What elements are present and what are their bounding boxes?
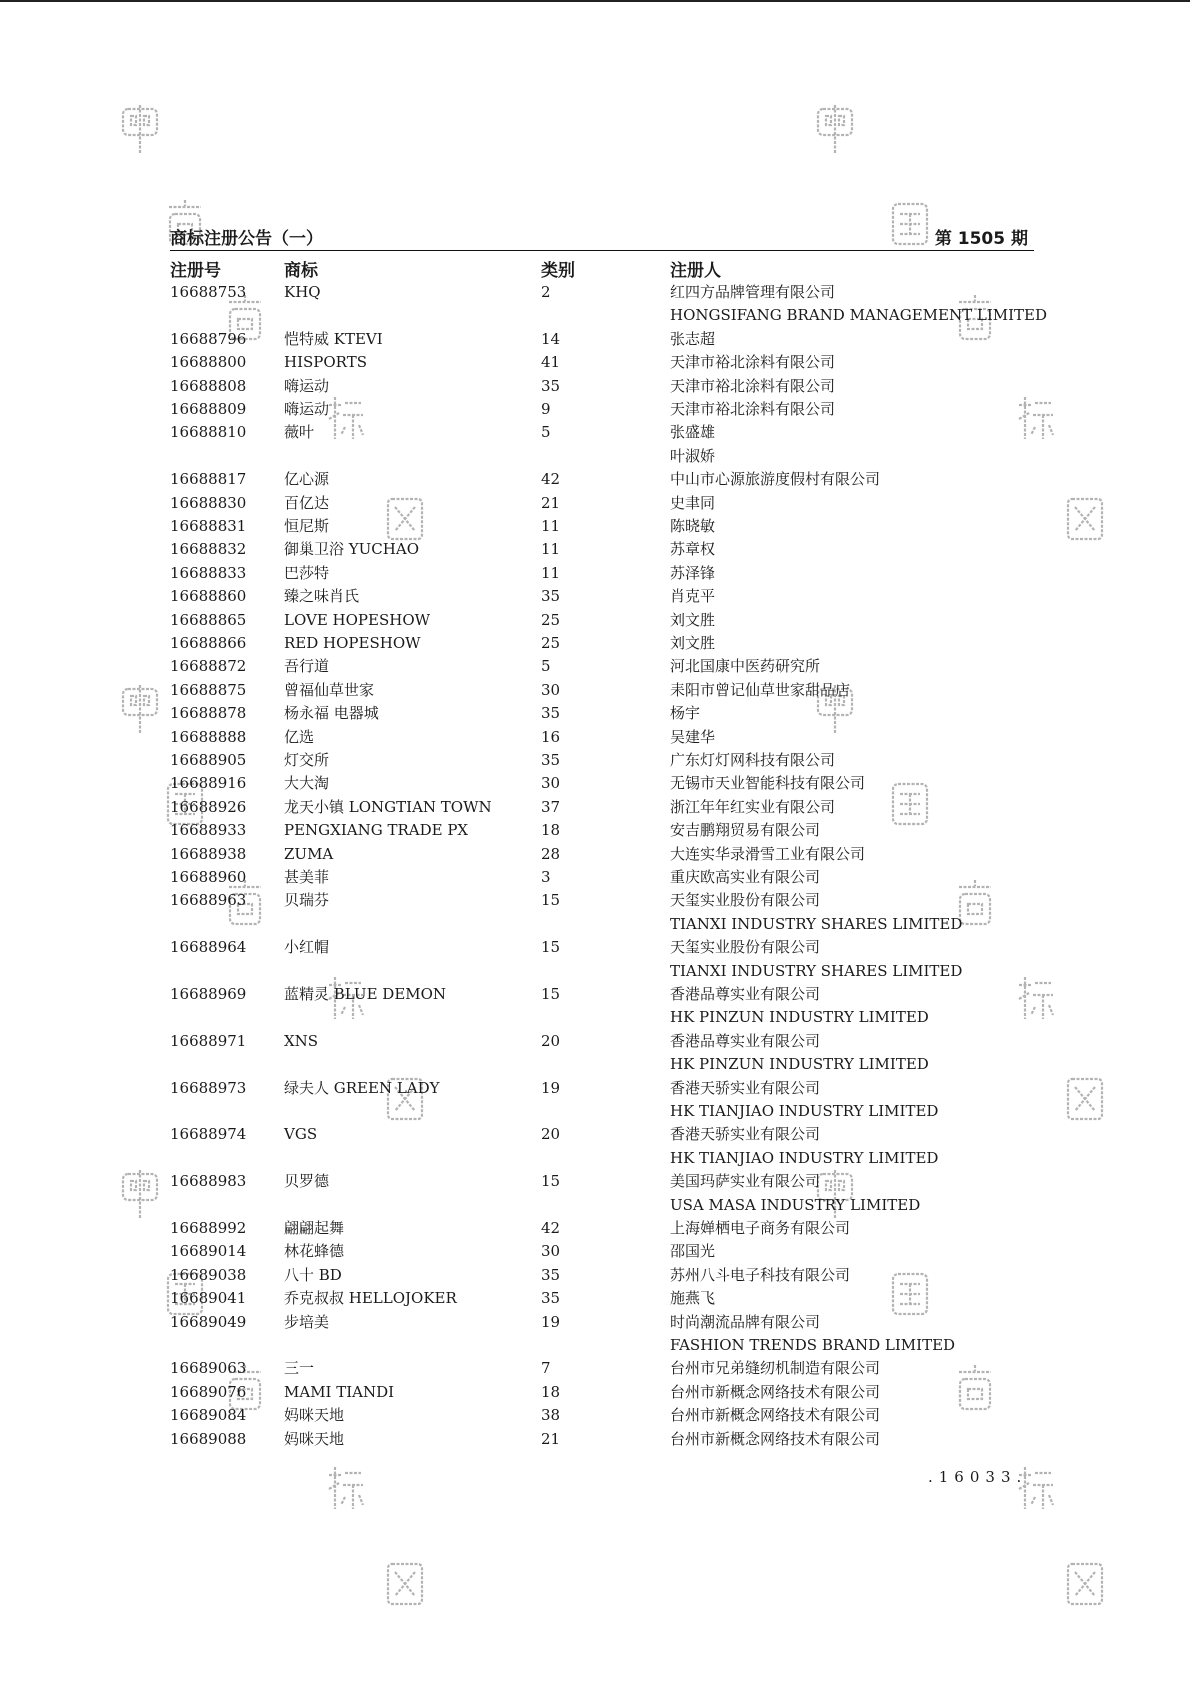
registrant-name: HK TIANJIAO INDUSTRY LIMITED [670,1101,939,1120]
trademark-name: 妈咪天地 [284,1406,345,1425]
registration-number: 16688809 [170,400,247,418]
registrant-name: 安吉鹏翔贸易有限公司 [670,821,821,840]
column-header-number: 注册号 [170,261,221,281]
class-number: 35 [541,1289,561,1308]
registration-number: 16688878 [170,704,247,723]
trademark-name: 百亿达 [284,493,330,512]
registration-number: 16688753 [170,283,247,301]
table-row [170,609,1030,632]
trademark-name: 巴莎特 [284,563,330,582]
watermark-stamp-icon [815,105,855,153]
table-row [170,843,1030,866]
trademark-name: 贝罗德 [284,1172,330,1191]
registration-number: 16688800 [170,353,247,372]
registrant-name: 施燕飞 [670,1289,716,1308]
registration-number: 16688860 [170,587,247,606]
registration-number: 16688808 [170,376,247,395]
registration-number: 16688888 [170,727,247,746]
class-number: 18 [541,1382,561,1401]
trademark-name: 绿夫人 GREEN LADY [284,1078,440,1097]
registrant-name: 时尚潮流品牌有限公司 [670,1312,821,1331]
column-header-class: 类别 [541,261,575,281]
registration-number: 16688833 [170,563,247,582]
registrant-name: 浙江年年红实业有限公司 [670,797,836,816]
class-number: 9 [541,400,551,418]
trademark-name: 大大淘 [284,774,330,793]
trademark-name: XNS [284,1031,319,1050]
registrant-name: 天津市裕北涂料有限公司 [670,376,836,395]
registrant-name: 张志超 [670,329,716,348]
registration-number: 16688796 [170,329,247,348]
registrant-name: TIANXI INDUSTRY SHARES LIMITED [670,961,963,980]
trademark-name: 甚美菲 [284,868,330,886]
trademark-name: PENGXIANG TRADE PX [284,821,469,840]
registration-number: 16688960 [170,868,247,886]
registrant-name: 陈晓敏 [670,517,716,535]
registration-number: 16688810 [170,423,247,442]
trademark-name: 嗨运动 [284,376,330,395]
registration-number: 16689084 [170,1406,247,1425]
watermark-stamp-icon [120,685,160,733]
registrant-name: HK TIANJIAO INDUSTRY LIMITED [670,1148,939,1167]
registration-number: 16689038 [170,1265,247,1284]
class-number: 28 [541,844,561,863]
trademark-name: LOVE HOPESHOW [284,610,431,629]
registrant-name: 红四方品牌管理有限公司 [670,283,836,301]
registrant-name: 台州市新概念网络技术有限公司 [670,1382,881,1401]
registrant-name: 台州市新概念网络技术有限公司 [670,1406,881,1425]
class-number: 3 [541,868,551,886]
class-number: 15 [541,891,561,910]
table-row [170,1170,1030,1217]
registration-number: 16689076 [170,1382,247,1401]
registration-number: 16688817 [170,470,247,489]
table-row [170,351,1030,374]
class-number: 35 [541,1265,561,1284]
table-row [170,1123,1030,1170]
class-number: 15 [541,985,561,1003]
trademark-name: 蓝精灵 BLUE DEMON [284,985,447,1003]
registrant-name: 天玺实业股份有限公司 [670,938,821,957]
table-row [170,983,1030,1030]
class-number: 11 [541,563,561,582]
class-number: 15 [541,938,561,957]
trademark-name: 乔克叔叔 HELLOJOKER [284,1289,457,1308]
table-row [170,889,1030,936]
registrant-name: 耒阳市曾记仙草世家甜品店 [670,680,851,699]
registration-number: 16688983 [170,1172,247,1191]
trademark-name: 嗨运动 [284,400,330,418]
table-row [170,702,1030,725]
table-row [170,1311,1030,1358]
class-number: 2 [541,283,551,301]
page-number: .16033. [928,1468,1028,1486]
registrant-name: 大连实华录滑雪工业有限公司 [670,844,866,863]
registration-number: 16688830 [170,493,247,512]
class-number: 20 [541,1031,561,1050]
registrant-name: 肖克平 [670,587,716,606]
watermark-stamp-icon [120,1170,160,1218]
table-row [170,1357,1030,1380]
trademark-name: MAMI TIANDI [284,1382,395,1401]
table-row [170,1428,1030,1451]
trademark-name: 亿心源 [284,470,330,489]
watermark-stamp-icon [1065,1560,1105,1608]
class-number: 19 [541,1312,561,1331]
class-number: 11 [541,540,561,559]
class-number: 41 [541,353,561,372]
table-row [170,632,1030,655]
registrant-name: 杨宇 [670,704,701,723]
class-number: 19 [541,1078,561,1097]
table-row [170,515,1030,538]
trademark-name: 翩翩起舞 [284,1219,345,1237]
registrant-name: 刘文胜 [670,634,716,652]
registrant-name: TIANXI INDUSTRY SHARES LIMITED [670,914,963,933]
trademark-name: 臻之味肖氏 [284,587,360,606]
table-row [170,1077,1030,1124]
trademark-name: 吾行道 [284,657,330,676]
registration-number: 16688875 [170,680,247,699]
registrant-name: 天玺实业股份有限公司 [670,891,821,910]
trademark-name: 龙天小镇 LONGTIAN TOWN [284,797,492,816]
class-number: 35 [541,376,561,395]
trademark-name: 恒尼斯 [284,517,330,535]
registration-number: 16689049 [170,1312,247,1331]
watermark-stamp-icon [120,105,160,153]
registration-number: 16688969 [170,985,247,1003]
class-number: 7 [541,1359,551,1378]
registration-number: 16688872 [170,657,247,676]
watermark-stamp-icon [325,1465,365,1513]
column-header-registrant: 注册人 [670,261,721,281]
table-row [170,1030,1030,1077]
registrant-name: HK PINZUN INDUSTRY LIMITED [670,1008,929,1027]
trademark-name: 林花蜂德 [284,1242,345,1261]
registrant-name: 重庆欧高实业有限公司 [670,868,821,886]
registration-number: 16689014 [170,1242,247,1261]
table-row [170,749,1030,772]
registrant-name: 天津市裕北涂料有限公司 [670,400,836,418]
registrant-name: HONGSIFANG BRAND MANAGEMENT LIMITED [670,306,1048,325]
trademark-name: VGS [284,1125,318,1144]
trademark-name: 灯交所 [284,751,330,769]
trademark-name: 妈咪天地 [284,1429,345,1448]
table-row [170,585,1030,608]
table-row [170,398,1030,421]
class-number: 42 [541,470,561,489]
class-number: 35 [541,587,561,606]
class-number: 21 [541,1429,561,1448]
registrant-name: 香港天骄实业有限公司 [670,1125,821,1144]
watermark-stamp-icon [385,1560,425,1608]
table-row [170,328,1030,351]
registrant-name: 上海婵栖电子商务有限公司 [670,1219,851,1237]
registrant-name: 叶淑娇 [670,446,716,465]
trademark-name: 八十 BD [284,1265,342,1284]
table-row [170,281,1048,328]
class-number: 30 [541,1242,561,1261]
registrant-name: 香港品尊实业有限公司 [670,1031,821,1050]
registration-number: 16688963 [170,891,247,910]
table-row [170,796,1030,819]
registration-number: 16688938 [170,844,247,863]
class-number: 21 [541,493,561,512]
registrant-name: 河北国康中医药研究所 [670,657,821,676]
registrant-name: 中山市心源旅游度假村有限公司 [670,470,881,489]
registration-number: 16689088 [170,1429,247,1448]
class-number: 35 [541,704,561,723]
registration-number: 16688992 [170,1219,247,1237]
registration-number: 16688971 [170,1031,247,1050]
class-number: 5 [541,423,551,442]
table-row [170,468,1030,491]
table-row [170,375,1030,398]
registration-number: 16688933 [170,821,247,840]
class-number: 42 [541,1219,561,1237]
registration-number: 16688905 [170,751,247,769]
registrant-name: 香港天骄实业有限公司 [670,1078,821,1097]
registrant-name: 苏章权 [670,540,716,559]
table-row [170,1404,1030,1427]
registrant-name: HK PINZUN INDUSTRY LIMITED [670,1055,929,1074]
registrant-name: 广东灯灯网科技有限公司 [670,751,836,769]
class-number: 11 [541,517,561,535]
registration-number: 16689041 [170,1289,247,1308]
trademark-name: 曾福仙草世家 [284,680,375,699]
trademark-name: 御巢卫浴 YUCHAO [284,540,420,559]
watermark-stamp-icon [1065,495,1105,543]
class-number: 37 [541,797,561,816]
registrant-name: 无锡市天业智能科技有限公司 [670,774,866,793]
registrant-name: 美国玛萨实业有限公司 [670,1172,821,1191]
registration-number: 16688865 [170,610,247,629]
registration-number: 16688916 [170,774,247,793]
registrant-name: 香港品尊实业有限公司 [670,985,821,1003]
class-number: 18 [541,821,561,840]
registration-number: 16688973 [170,1078,247,1097]
table-row [170,679,1030,702]
registrant-name: 吴建华 [670,727,716,746]
registration-number: 16688926 [170,797,247,816]
table-row [170,421,1030,468]
table-row [170,562,1030,585]
trademark-name: 恺特威 KTEVI [284,329,383,348]
trademark-name: KHQ [284,283,321,301]
class-number: 30 [541,774,561,793]
trademark-name: ZUMA [284,844,334,863]
publication-title: 商标注册公告（一） [170,229,323,249]
registration-number: 16688831 [170,517,247,535]
class-number: 15 [541,1172,561,1191]
issue-label: 第 1505 期 [934,229,1028,249]
class-number: 20 [541,1125,561,1144]
table-row [170,655,1030,678]
top-border-rule [0,0,1190,2]
table-row [170,538,1030,561]
registrant-name: 史聿同 [670,493,716,512]
trademark-name: 亿选 [284,727,315,746]
registrant-name: FASHION TRENDS BRAND LIMITED [670,1335,956,1354]
registrant-name: 苏州八斗电子科技有限公司 [670,1265,851,1284]
page-header [170,222,1034,251]
table-row [170,772,1030,795]
registration-number: 16688866 [170,634,247,652]
registration-number: 16688832 [170,540,247,559]
table-row [170,1287,1030,1310]
class-number: 35 [541,751,561,769]
class-number: 30 [541,680,561,699]
registrant-name: 台州市新概念网络技术有限公司 [670,1429,881,1448]
class-number: 25 [541,634,561,652]
trademark-name: 杨永福 电器城 [284,704,379,723]
table-row [170,492,1030,515]
class-number: 38 [541,1406,561,1425]
table-row [170,936,1030,983]
trademark-name: HISPORTS [284,353,367,372]
table-row [170,866,1030,889]
registrant-name: USA MASA INDUSTRY LIMITED [670,1195,921,1214]
class-number: 25 [541,610,561,629]
table-row [170,726,1030,749]
class-number: 5 [541,657,551,676]
trademark-name: 薇叶 [284,423,315,442]
watermark-stamp-icon [1065,1075,1105,1123]
table-row [170,1217,1030,1240]
registrant-name: 邵国光 [670,1242,716,1261]
column-header-mark: 商标 [284,261,318,281]
trademark-name: 三一 [284,1359,315,1378]
table-row [170,1381,1030,1404]
registrant-name: 张盛雄 [670,423,716,442]
table-row [170,819,1030,842]
registrant-name: 台州市兄弟缝纫机制造有限公司 [670,1359,881,1378]
registrant-name: 苏泽锋 [670,563,716,582]
trademark-name: 步培美 [284,1312,330,1331]
trademark-name: 小红帽 [284,938,330,957]
registration-number: 16688974 [170,1125,247,1144]
class-number: 14 [541,329,561,348]
class-number: 16 [541,727,561,746]
registrant-name: 刘文胜 [670,610,716,629]
registrant-name: 天津市裕北涂料有限公司 [670,353,836,372]
registration-number: 16688964 [170,938,247,957]
table-row [170,1240,1030,1263]
registration-number: 16689063 [170,1359,247,1378]
trademark-name: 贝瑞芬 [284,891,330,910]
trademark-name: RED HOPESHOW [284,634,421,652]
table-row [170,1264,1030,1287]
